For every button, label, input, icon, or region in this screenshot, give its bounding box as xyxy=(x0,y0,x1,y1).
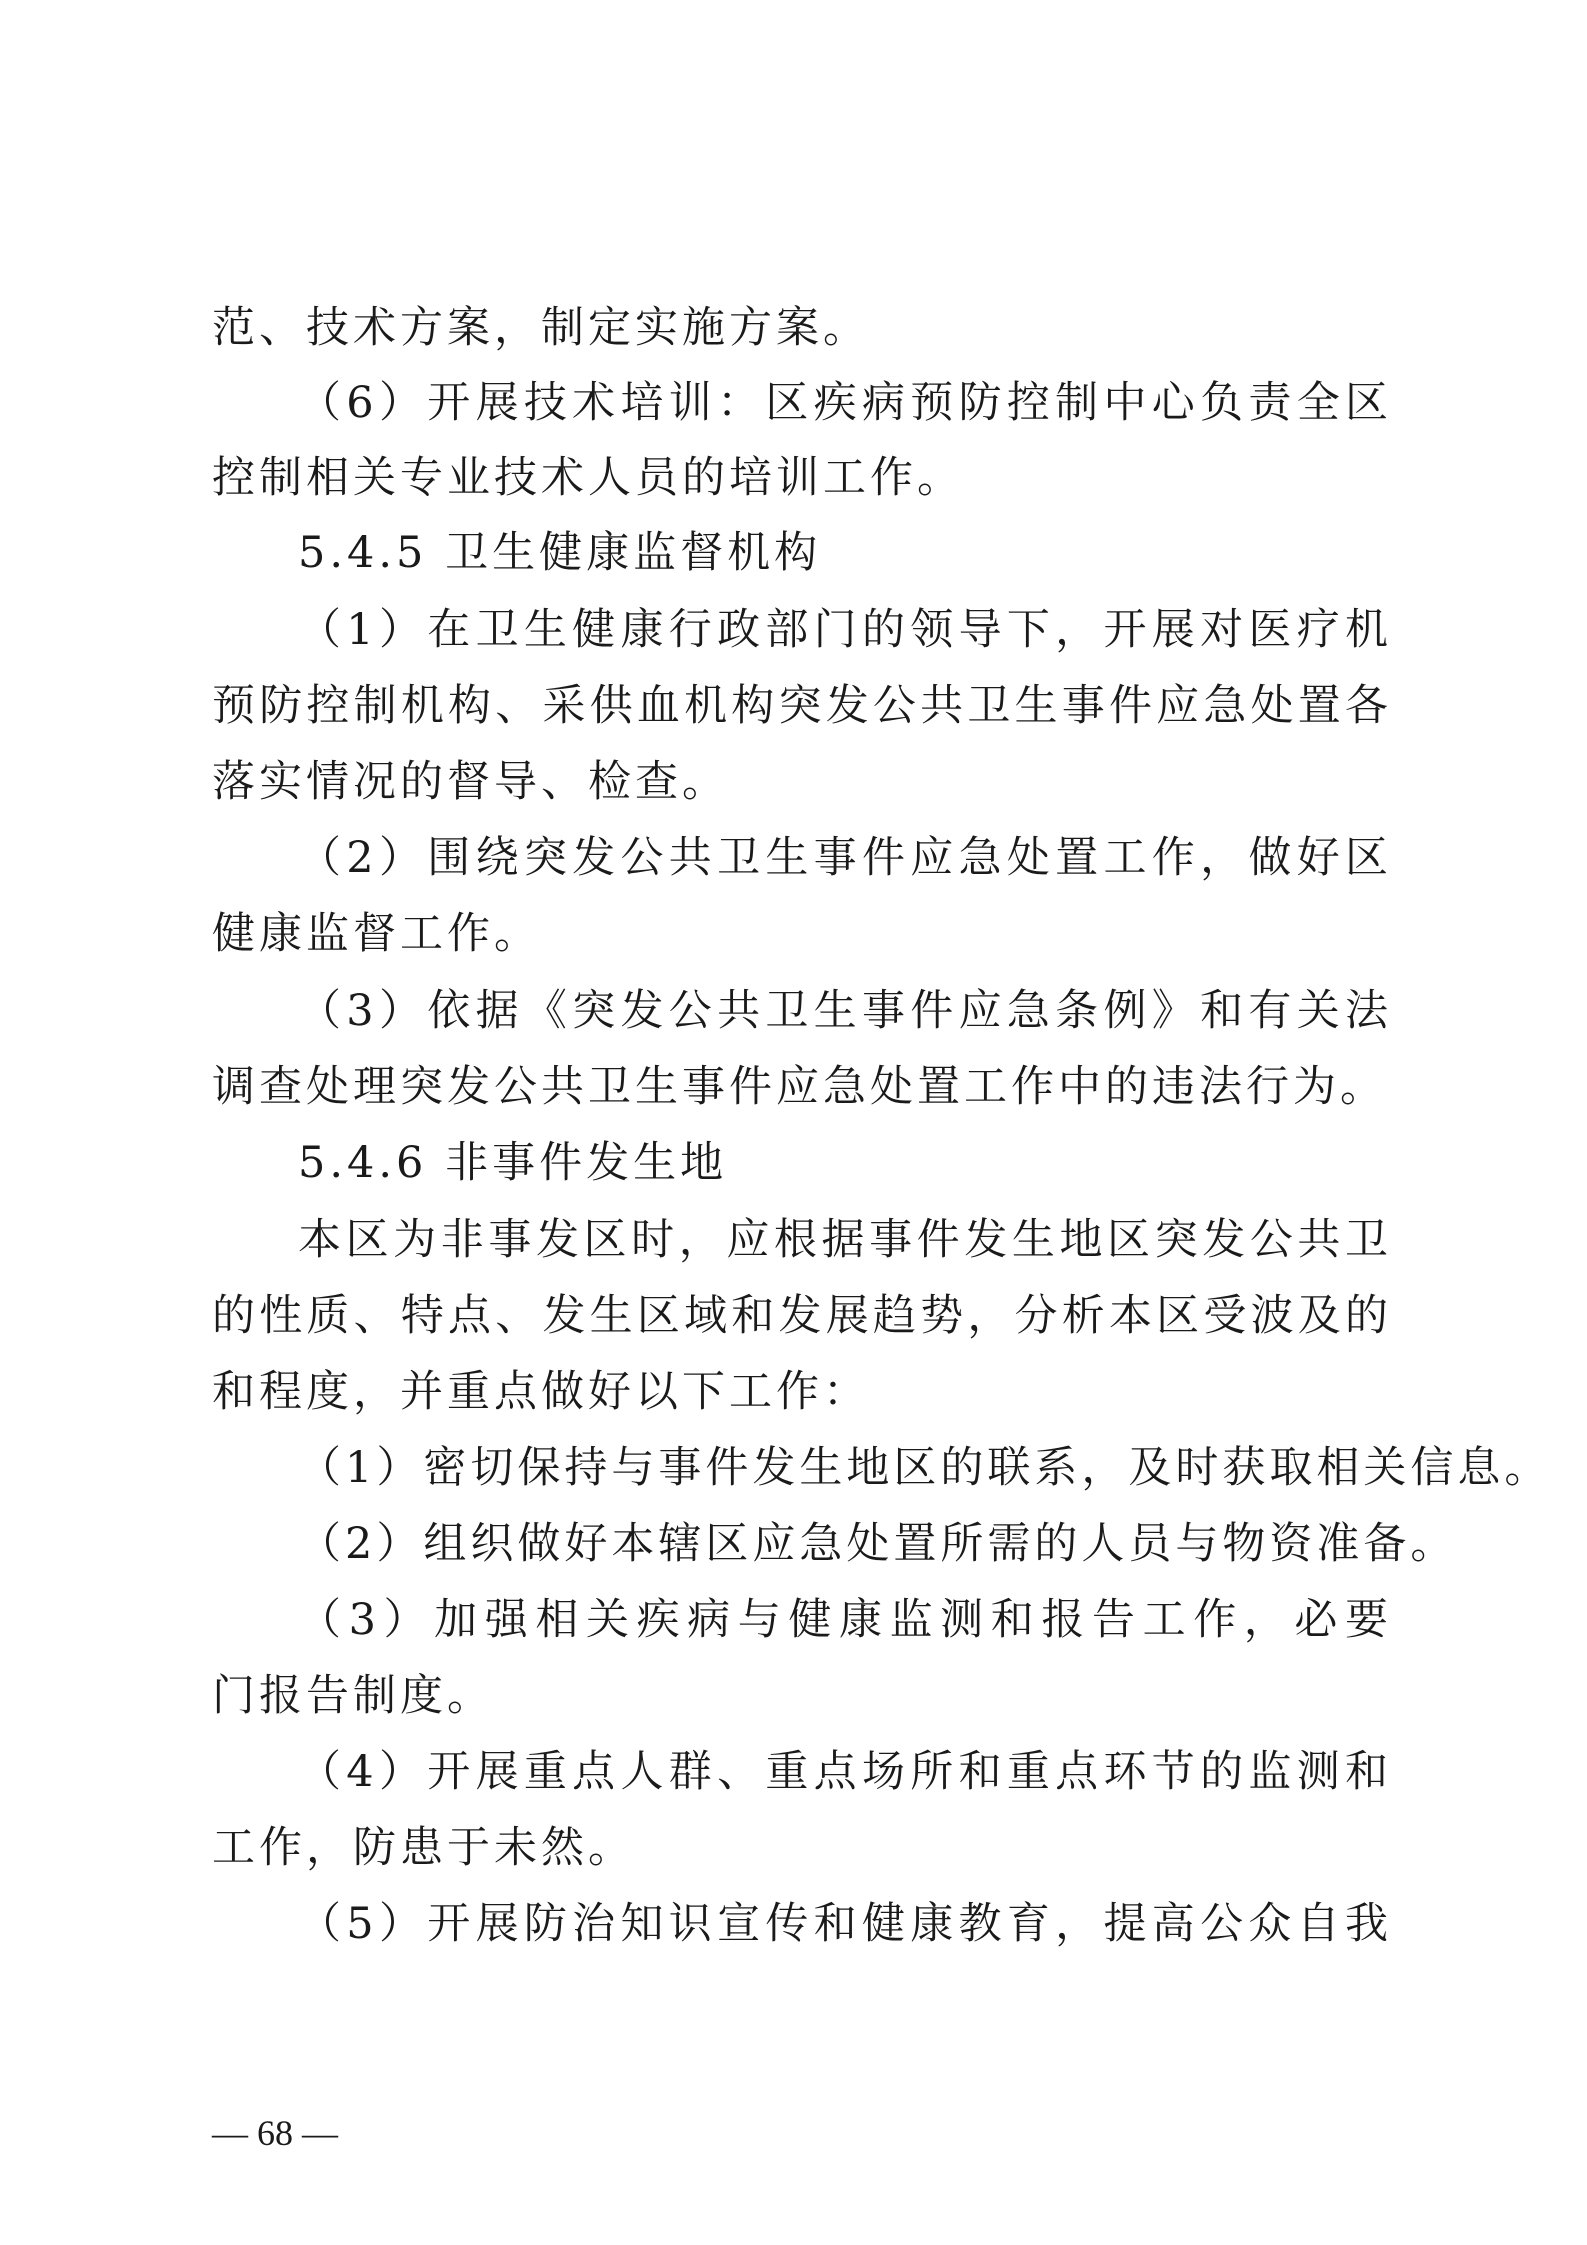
page-number: — 68 — xyxy=(212,2113,338,2153)
text-line: （1）在卫生健康行政部门的领导下，开展对医疗机 xyxy=(298,605,1392,655)
text-line: （1）密切保持与事件发生地区的联系，及时获取相关信息。 xyxy=(298,1443,1552,1493)
text-line: 工作，防患于未然。 xyxy=(212,1823,635,1873)
text-line: 本区为非事发区时，应根据事件发生地区突发公共卫 xyxy=(298,1215,1392,1265)
text-line: （3）依据《突发公共卫生事件应急条例》和有关法 xyxy=(298,986,1392,1036)
text-line: 调查处理突发公共卫生事件应急处置工作中的违法行为。 xyxy=(212,1062,1387,1112)
section-heading: 5.4.6 非事件发生地 xyxy=(298,1138,728,1188)
text-line: （2）围绕突发公共卫生事件应急处置工作，做好区 xyxy=(298,833,1392,883)
text-line: 预防控制机构、采供血机构突发公共卫生事件应急处置各 xyxy=(212,681,1392,731)
text-line: （3）加强相关疾病与健康监测和报告工作，必要 xyxy=(298,1595,1392,1645)
text-line: （5）开展防治知识宣传和健康教育，提高公众自我 xyxy=(298,1899,1392,1949)
text-line: 健康监督工作。 xyxy=(212,909,541,959)
text-line: （6）开展技术培训：区疾病预防控制中心负责全区 xyxy=(298,378,1392,428)
text-line: 范、技术方案，制定实施方案。 xyxy=(212,303,870,353)
text-line: （2）组织做好本辖区应急处置所需的人员与物资准备。 xyxy=(298,1519,1458,1569)
text-line: 门报告制度。 xyxy=(212,1671,494,1721)
section-heading: 5.4.5 卫生健康监督机构 xyxy=(298,528,822,578)
text-line: 落实情况的督导、检查。 xyxy=(212,757,729,807)
text-line: 控制相关专业技术人员的培训工作。 xyxy=(212,453,964,503)
text-line: 的性质、特点、发生区域和发展趋势，分析本区受波及的 xyxy=(212,1291,1392,1341)
text-line: 和程度，并重点做好以下工作： xyxy=(212,1367,870,1417)
text-line: （4）开展重点人群、重点场所和重点环节的监测和 xyxy=(298,1747,1392,1797)
